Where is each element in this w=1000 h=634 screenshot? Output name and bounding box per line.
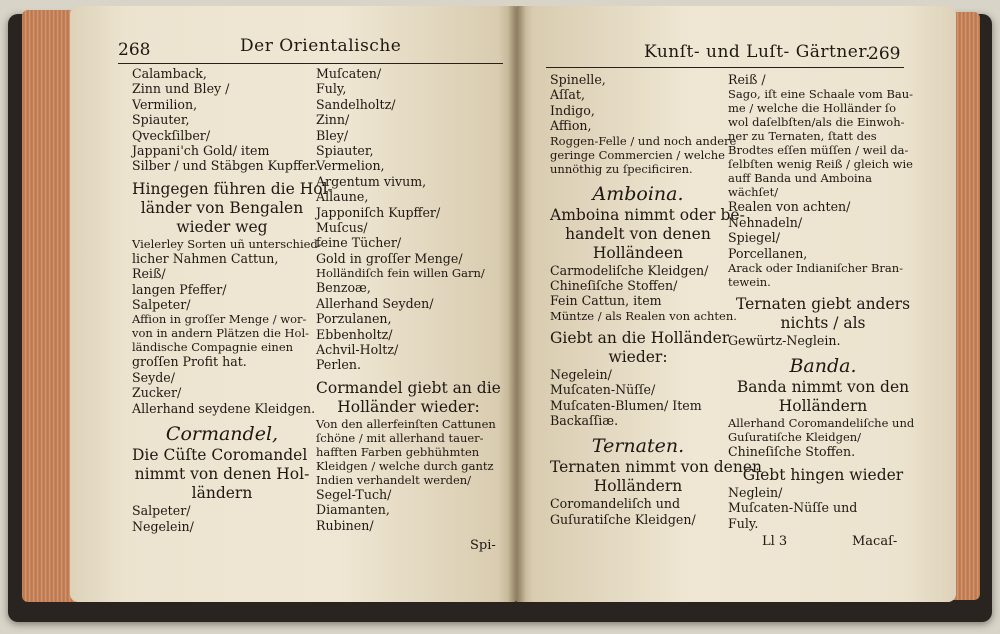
text-line: Allerhand seydene Kleidgen. bbox=[132, 400, 316, 416]
region-title: Ternaten. bbox=[591, 435, 685, 458]
text-line: langen Pfeffer/ bbox=[132, 281, 227, 297]
section-heading: handelt von denen bbox=[565, 224, 711, 243]
text-line: ſelbſten wenig Reiß / gleich wie bbox=[728, 157, 913, 172]
text-line: Aſſat, bbox=[550, 87, 585, 103]
text-line: Porcellanen, bbox=[728, 245, 808, 261]
text-line: Indigo, bbox=[550, 102, 595, 118]
running-header: Der Orientalische bbox=[240, 36, 402, 56]
catchword: Spi- bbox=[470, 538, 496, 553]
section-heading: nimmt von denen Hol- bbox=[134, 465, 310, 484]
section-heading: Holländern bbox=[593, 477, 683, 496]
text-line: Jappani'ch Gold/ item bbox=[132, 143, 270, 159]
text-line: Spinelle, bbox=[550, 72, 606, 87]
text-line: Qveckſilber/ bbox=[132, 127, 211, 143]
section-heading: Cormandel giebt an die bbox=[316, 378, 501, 397]
text-line: Allaune, bbox=[316, 189, 369, 205]
right-page bbox=[516, 6, 956, 602]
header-rule bbox=[546, 67, 904, 68]
text-line: Fuly. bbox=[728, 515, 759, 531]
text-line: tewein. bbox=[728, 275, 771, 290]
text-line: Rubinen/ bbox=[316, 517, 374, 533]
text-line: Silber / und Stäbgen Kupffer. bbox=[132, 158, 318, 174]
text-line: wol daſelbſten/als die Einwoh- bbox=[728, 115, 905, 130]
section-heading: Ternaten nimmt von denen bbox=[550, 458, 762, 477]
text-line: Reiß / bbox=[728, 72, 766, 87]
text-line: Vermilion, bbox=[132, 96, 198, 112]
text-line: Spiauter, bbox=[316, 143, 374, 159]
text-line: Bley/ bbox=[316, 127, 349, 143]
text-line: Muſcaten/ bbox=[316, 66, 382, 81]
text-line: Muſcaten-Blumen/ Item bbox=[550, 397, 702, 413]
text-line: feine Tücher/ bbox=[316, 235, 402, 251]
text-line: Allerhand Coromandeliſche und bbox=[728, 416, 915, 431]
section-heading: Hingegen führen die Hol- bbox=[132, 179, 333, 198]
region-title: Banda. bbox=[789, 355, 857, 378]
left-page bbox=[70, 6, 516, 602]
text-line: Indien verhandelt werden/ bbox=[316, 472, 472, 487]
section-heading: Ternaten giebt anders bbox=[735, 295, 911, 314]
text-line: Segel-Tuch/ bbox=[316, 486, 392, 502]
text-line: Seyde/ bbox=[132, 369, 175, 385]
page-number: 268 bbox=[118, 40, 151, 60]
text-line: Ebbenholtz/ bbox=[316, 326, 393, 342]
text-line: Gold in groſſer Menge/ bbox=[316, 250, 463, 266]
text-line: Negelein/ bbox=[550, 366, 612, 382]
text-line: Sago, iſt eine Schaale vom Bau- bbox=[728, 87, 914, 102]
text-line: auff Banda und Amboina bbox=[728, 171, 872, 186]
text-line: Coromandeliſch und bbox=[550, 496, 681, 512]
section-heading: wieder: bbox=[608, 347, 668, 366]
text-line: unnöthig zu ſpecificiren. bbox=[550, 161, 693, 176]
text-line: Fuly, bbox=[316, 81, 347, 97]
text-line: geringe Commercien / welche bbox=[550, 147, 725, 162]
section-heading: länder von Bengalen bbox=[140, 198, 304, 217]
text-line: me / welche die Holländer ſo bbox=[728, 101, 897, 116]
text-line: ſchöne / mit allerhand tauer- bbox=[316, 430, 484, 445]
section-heading: Holländer wieder: bbox=[337, 397, 480, 416]
section-heading: Giebt an die Holländer bbox=[550, 328, 730, 347]
section-heading: Amboina nimmt oder be- bbox=[550, 205, 745, 224]
text-line: Chineſiſche Stoffen. bbox=[728, 444, 856, 460]
text-line: Brodtes eſſen müſſen / weil da- bbox=[728, 143, 909, 158]
text-line: Guſuratiſche Kleidgen/ bbox=[728, 430, 862, 445]
section-heading: Holländern bbox=[778, 397, 868, 416]
text-line: ner zu Ternaten, ſtatt des bbox=[728, 129, 877, 144]
left-column-2 bbox=[316, 66, 501, 533]
catchword: Macaſ- bbox=[852, 534, 898, 549]
right-column-2 bbox=[728, 72, 918, 531]
text-line: Spiegel/ bbox=[728, 230, 780, 246]
text-line: Gewürtz-Neglein. bbox=[728, 333, 841, 349]
section-heading: ländern bbox=[191, 484, 253, 503]
text-line: Carmodeliſche Kleidgen/ bbox=[550, 262, 709, 278]
text-line: Neglein/ bbox=[728, 484, 783, 500]
section-heading: Holländeen bbox=[592, 243, 684, 262]
text-line: Muſcaten-Nüſſe/ bbox=[550, 382, 656, 398]
text-line: Kleidgen / welche durch gantz bbox=[316, 458, 494, 473]
text-line: Benzoæ, bbox=[316, 280, 371, 296]
text-line: Arack oder Indianiſcher Bran- bbox=[728, 261, 904, 276]
text-line: Affion in groſſer Menge / wor- bbox=[132, 312, 307, 327]
text-line: Realen von achten/ bbox=[728, 199, 851, 215]
text-line: hafften Farben gebhühmten bbox=[316, 444, 480, 459]
text-line: groſſen Profit hat. bbox=[132, 354, 247, 370]
text-line: Guſuratiſche Kleidgen/ bbox=[550, 511, 696, 527]
text-line: Chineſiſche Stoffen/ bbox=[550, 278, 678, 294]
text-line: Vermelion, bbox=[316, 158, 385, 174]
signature-mark: Ll 3 bbox=[762, 534, 788, 549]
page-number: 269 bbox=[868, 44, 901, 64]
text-line: Holländiſch fein willen Garn/ bbox=[316, 266, 485, 281]
section-heading: Giebt hingen wieder bbox=[742, 465, 904, 484]
text-line: Von den allerfeinſten Cattunen bbox=[316, 416, 496, 431]
text-line: Negelein/ bbox=[132, 518, 194, 534]
text-line: Backaſſiæ. bbox=[550, 413, 619, 429]
text-line: Affion, bbox=[550, 118, 592, 134]
section-heading: Die Cüſte Coromandel bbox=[132, 446, 308, 465]
text-line: Salpeter/ bbox=[132, 503, 191, 519]
text-line: Salpeter/ bbox=[132, 297, 191, 313]
text-line: Sandelholtz/ bbox=[316, 96, 396, 112]
section-heading: nichts / als bbox=[780, 314, 866, 333]
section-heading: wieder weg bbox=[176, 217, 268, 236]
text-line: Zinn und Bley / bbox=[132, 81, 230, 97]
text-line: Spiauter, bbox=[132, 112, 190, 128]
text-line: licher Nahmen Cattun, bbox=[132, 250, 279, 266]
text-line: von in andern Plätzen die Hol- bbox=[132, 326, 310, 341]
text-line: Roggen-Felle / und noch andere bbox=[550, 133, 737, 148]
text-line: Allerhand Seyden/ bbox=[316, 295, 434, 311]
text-line: Porzulanen, bbox=[316, 311, 392, 327]
section-heading: Banda nimmt von den bbox=[736, 378, 910, 397]
text-line: ländische Compagnie einen bbox=[132, 340, 294, 355]
region-title: Cormandel, bbox=[165, 423, 279, 446]
text-line: Japponiſch Kupffer/ bbox=[316, 204, 441, 220]
text-line: Calamback, bbox=[132, 66, 207, 81]
text-line: Perlen. bbox=[316, 357, 361, 373]
text-line: Reiß/ bbox=[132, 266, 166, 282]
text-line: Nehnadeln/ bbox=[728, 214, 803, 230]
text-line: Diamanten, bbox=[316, 502, 390, 518]
text-line: Muſcaten-Nüſſe und bbox=[728, 500, 858, 516]
text-line: Vielerley Sorten uñ unterschied- bbox=[132, 236, 322, 251]
running-header: Kunſt- und Luſt- Gärtner. bbox=[644, 42, 872, 62]
text-line: Achvil-Holtz/ bbox=[316, 341, 399, 357]
text-line: Zucker/ bbox=[132, 385, 182, 401]
header-rule bbox=[118, 63, 503, 64]
text-line: wächſet/ bbox=[728, 185, 779, 200]
region-title: Amboina. bbox=[592, 182, 684, 205]
text-line: Argentum vivum, bbox=[316, 173, 427, 189]
gutter-shadow bbox=[508, 6, 526, 602]
text-line: Zinn/ bbox=[316, 112, 350, 128]
text-line: Fein Cattun, item bbox=[550, 293, 662, 309]
text-line: Muſcus/ bbox=[316, 220, 368, 236]
text-line: Müntze / als Realen von achten. bbox=[550, 308, 737, 323]
